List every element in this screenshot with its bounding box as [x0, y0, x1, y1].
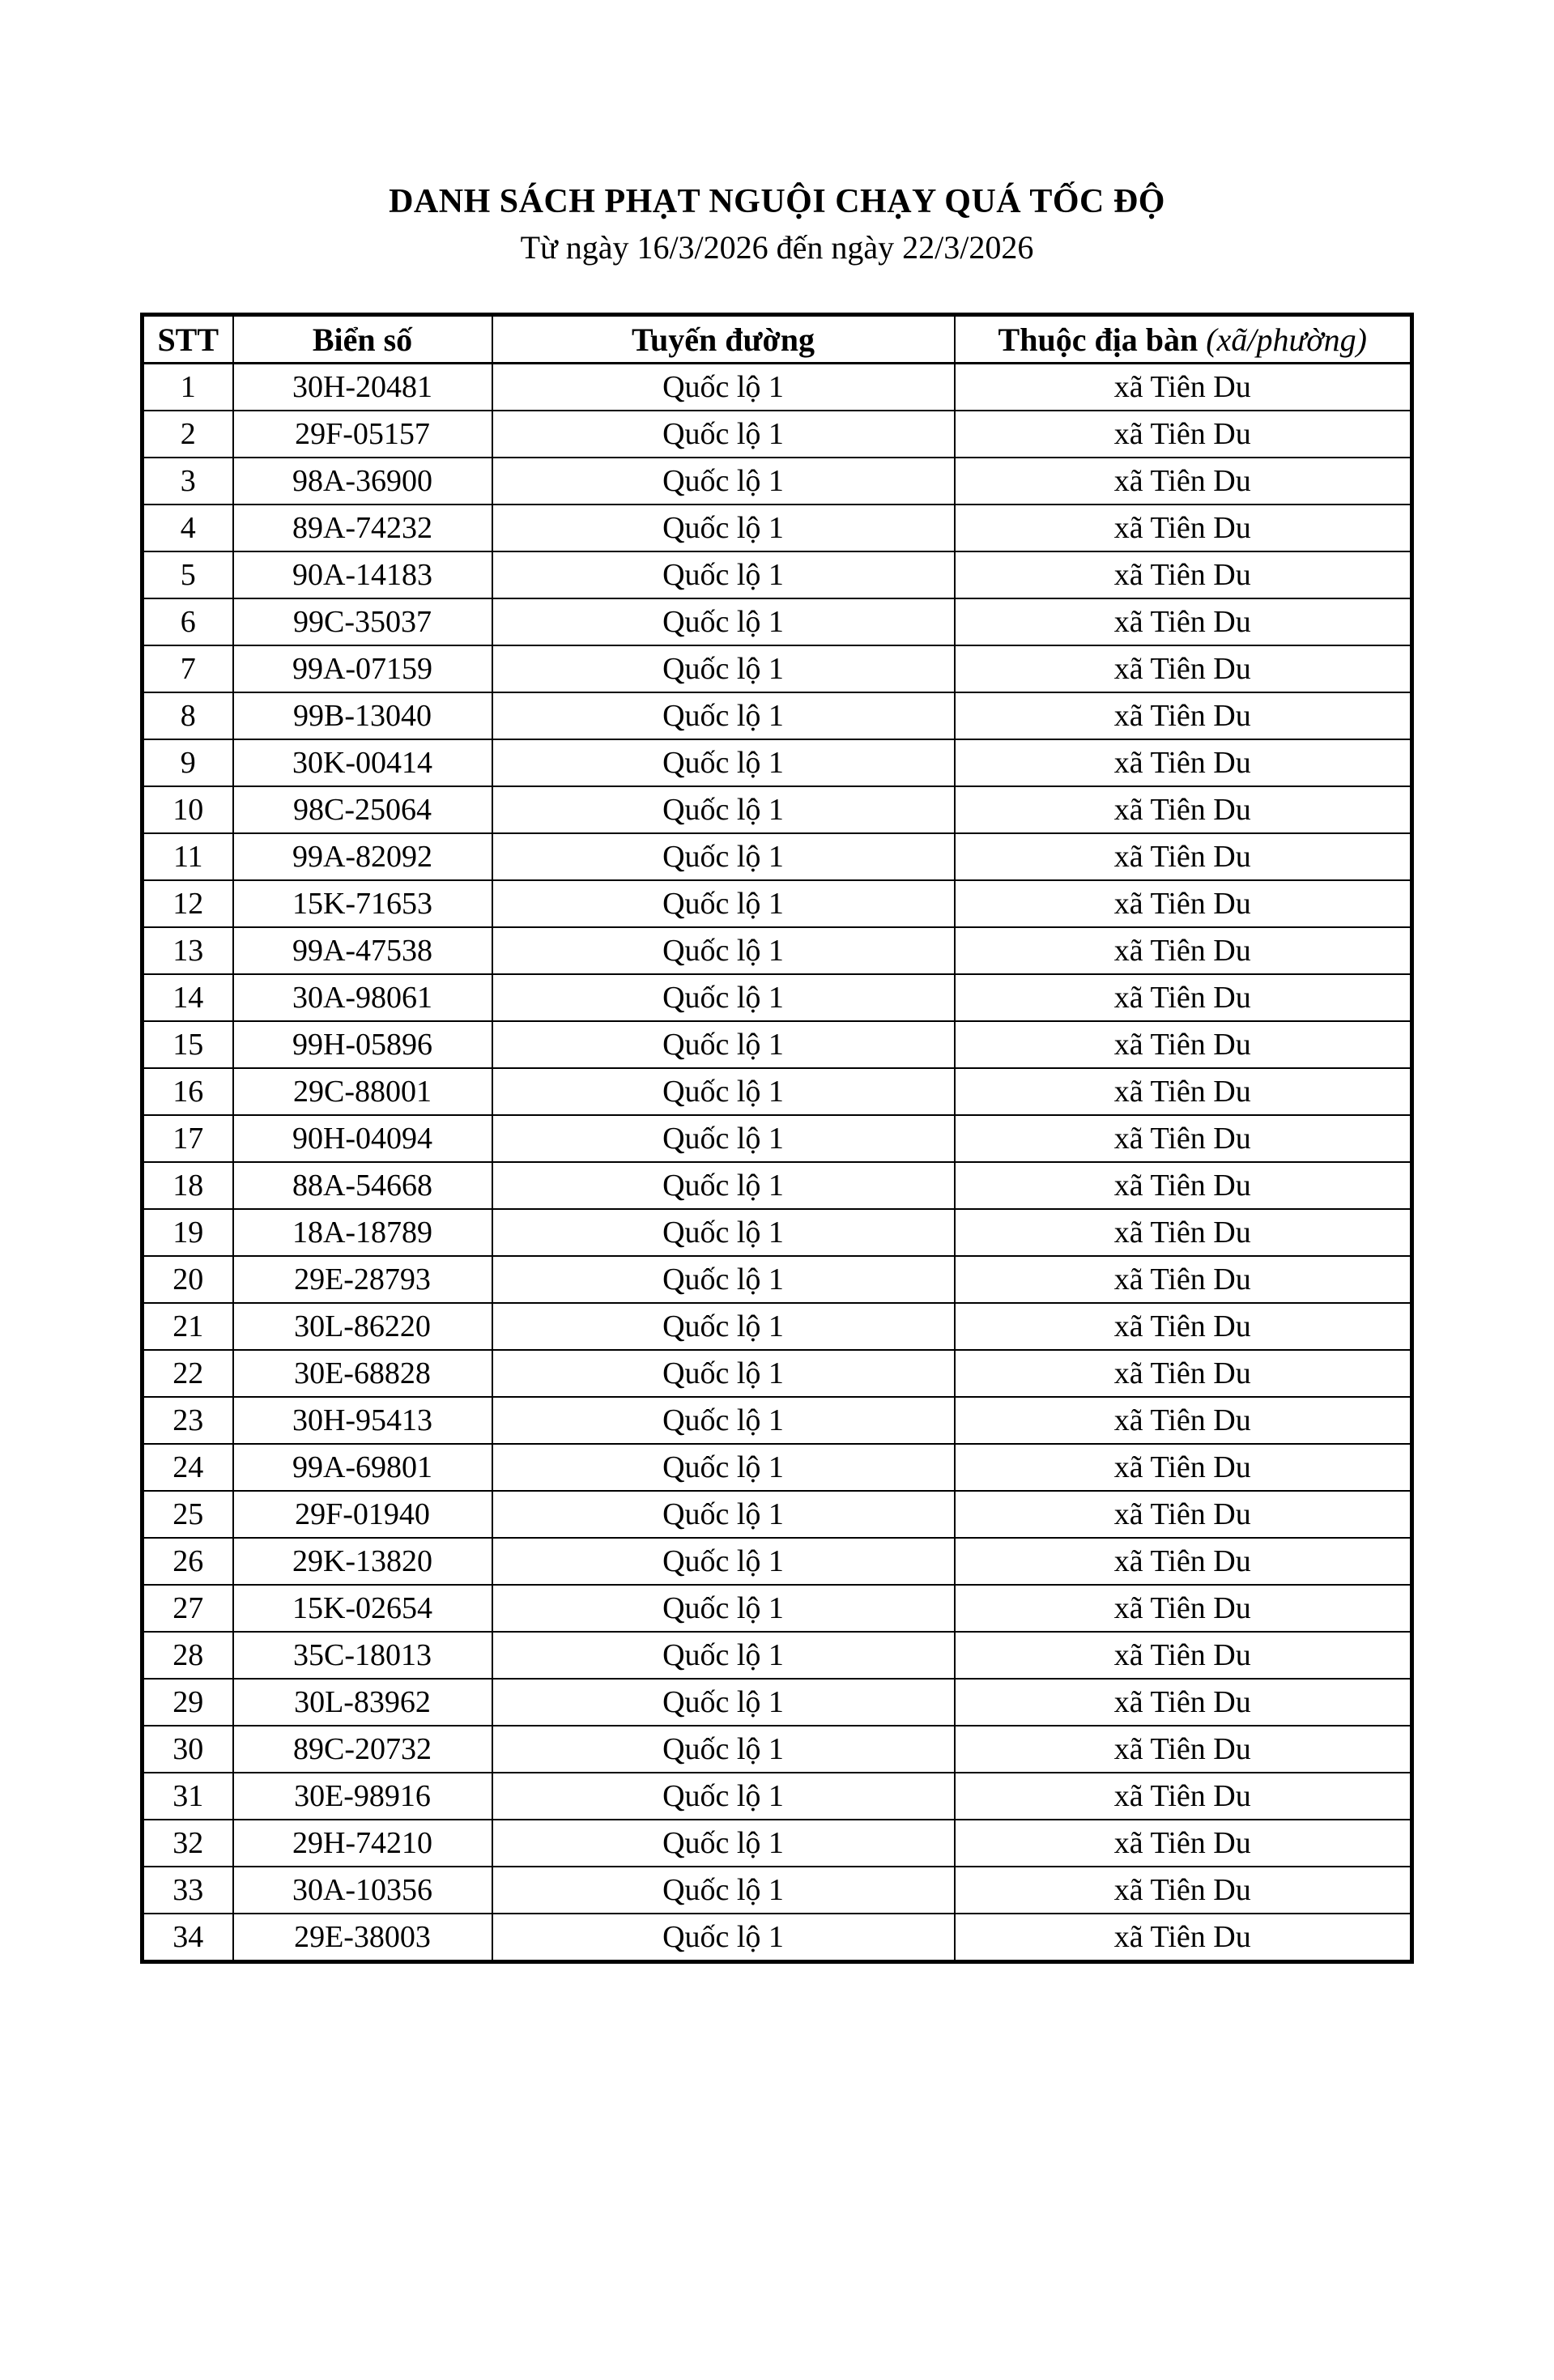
table-row — [143, 1867, 1412, 1914]
cell-stt: 18 — [143, 1162, 233, 1209]
cell-route: Quốc lộ 1 — [492, 1021, 955, 1068]
header-row — [143, 315, 1412, 364]
cell-stt: 17 — [143, 1115, 233, 1162]
table-row — [143, 1914, 1412, 1962]
cell-route: Quốc lộ 1 — [492, 1773, 955, 1820]
cell-area: xã Tiên Du — [955, 974, 1412, 1021]
cell-area: xã Tiên Du — [955, 880, 1412, 927]
table-row — [143, 1115, 1412, 1162]
cell-plate: 30H-20481 — [233, 364, 492, 411]
cell-plate: 30K-00414 — [233, 739, 492, 786]
cell-route: Quốc lộ 1 — [492, 1867, 955, 1914]
cell-plate: 89A-74232 — [233, 505, 492, 551]
cell-area: xã Tiên Du — [955, 1162, 1412, 1209]
cell-route: Quốc lộ 1 — [492, 1397, 955, 1444]
cell-area: xã Tiên Du — [955, 1585, 1412, 1632]
page-title: DANH SÁCH PHẠT NGUỘI CHẠY QUÁ TỐC ĐỘ — [389, 183, 1165, 220]
table-row — [143, 1679, 1412, 1726]
table-header — [143, 315, 1412, 364]
table-row — [143, 927, 1412, 974]
table-row — [143, 1491, 1412, 1538]
table-row — [143, 598, 1412, 645]
cell-plate: 18A-18789 — [233, 1209, 492, 1256]
table-row — [143, 505, 1412, 551]
cell-plate: 99A-69801 — [233, 1444, 492, 1491]
cell-area: xã Tiên Du — [955, 364, 1412, 411]
cell-plate: 30H-95413 — [233, 1397, 492, 1444]
cell-stt: 23 — [143, 1397, 233, 1444]
cell-stt: 7 — [143, 645, 233, 692]
cell-stt: 12 — [143, 880, 233, 927]
cell-area: xã Tiên Du — [955, 411, 1412, 458]
cell-stt: 16 — [143, 1068, 233, 1115]
cell-area: xã Tiên Du — [955, 458, 1412, 505]
table-row — [143, 1021, 1412, 1068]
cell-stt: 9 — [143, 739, 233, 786]
cell-plate: 15K-02654 — [233, 1585, 492, 1632]
cell-route: Quốc lộ 1 — [492, 551, 955, 598]
cell-route: Quốc lộ 1 — [492, 1632, 955, 1679]
cell-area: xã Tiên Du — [955, 1209, 1412, 1256]
cell-plate: 29C-88001 — [233, 1068, 492, 1115]
cell-route: Quốc lộ 1 — [492, 1256, 955, 1303]
cell-plate: 30L-83962 — [233, 1679, 492, 1726]
cell-route: Quốc lộ 1 — [492, 364, 955, 411]
cell-stt: 15 — [143, 1021, 233, 1068]
fines-table — [140, 313, 1414, 1964]
table-row — [143, 645, 1412, 692]
table-row — [143, 551, 1412, 598]
cell-area: xã Tiên Du — [955, 645, 1412, 692]
cell-plate: 15K-71653 — [233, 880, 492, 927]
cell-area: xã Tiên Du — [955, 1350, 1412, 1397]
cell-stt: 33 — [143, 1867, 233, 1914]
cell-stt: 24 — [143, 1444, 233, 1491]
cell-stt: 25 — [143, 1491, 233, 1538]
table-row — [143, 1773, 1412, 1820]
cell-stt: 32 — [143, 1820, 233, 1867]
cell-route: Quốc lộ 1 — [492, 786, 955, 833]
cell-stt: 22 — [143, 1350, 233, 1397]
cell-plate: 98A-36900 — [233, 458, 492, 505]
table-row — [143, 1303, 1412, 1350]
cell-route: Quốc lộ 1 — [492, 1115, 955, 1162]
cell-area: xã Tiên Du — [955, 1867, 1412, 1914]
cell-plate: 99C-35037 — [233, 598, 492, 645]
cell-area: xã Tiên Du — [955, 598, 1412, 645]
cell-area: xã Tiên Du — [955, 505, 1412, 551]
cell-stt: 30 — [143, 1726, 233, 1773]
cell-route: Quốc lộ 1 — [492, 1068, 955, 1115]
header-area — [955, 315, 1412, 364]
cell-area: xã Tiên Du — [955, 1115, 1412, 1162]
table-row — [143, 1256, 1412, 1303]
cell-plate: 99A-07159 — [233, 645, 492, 692]
cell-plate: 99A-82092 — [233, 833, 492, 880]
cell-area: xã Tiên Du — [955, 1021, 1412, 1068]
cell-stt: 1 — [143, 364, 233, 411]
cell-route: Quốc lộ 1 — [492, 1444, 955, 1491]
cell-plate: 29H-74210 — [233, 1820, 492, 1867]
cell-plate: 35C-18013 — [233, 1632, 492, 1679]
header-area-note: (xã/phường) — [1206, 321, 1367, 358]
cell-area: xã Tiên Du — [955, 1491, 1412, 1538]
cell-stt: 3 — [143, 458, 233, 505]
cell-plate: 30A-98061 — [233, 974, 492, 1021]
cell-area: xã Tiên Du — [955, 1773, 1412, 1820]
cell-route: Quốc lộ 1 — [492, 1914, 955, 1962]
cell-stt: 14 — [143, 974, 233, 1021]
cell-plate: 90A-14183 — [233, 551, 492, 598]
cell-area: xã Tiên Du — [955, 1632, 1412, 1679]
table-row — [143, 1397, 1412, 1444]
cell-route: Quốc lộ 1 — [492, 739, 955, 786]
cell-route: Quốc lộ 1 — [492, 1491, 955, 1538]
cell-route: Quốc lộ 1 — [492, 1350, 955, 1397]
table-row — [143, 833, 1412, 880]
table-row — [143, 411, 1412, 458]
cell-area: xã Tiên Du — [955, 1538, 1412, 1585]
table-row — [143, 692, 1412, 739]
cell-route: Quốc lộ 1 — [492, 505, 955, 551]
table-body — [143, 364, 1412, 1962]
cell-route: Quốc lộ 1 — [492, 1162, 955, 1209]
cell-plate: 30A-10356 — [233, 1867, 492, 1914]
cell-route: Quốc lộ 1 — [492, 411, 955, 458]
cell-area: xã Tiên Du — [955, 692, 1412, 739]
cell-plate: 30E-68828 — [233, 1350, 492, 1397]
cell-route: Quốc lộ 1 — [492, 1585, 955, 1632]
cell-stt: 28 — [143, 1632, 233, 1679]
table-row — [143, 1209, 1412, 1256]
table-row — [143, 786, 1412, 833]
cell-plate: 89C-20732 — [233, 1726, 492, 1773]
cell-area: xã Tiên Du — [955, 551, 1412, 598]
cell-area: xã Tiên Du — [955, 786, 1412, 833]
table-row — [143, 1068, 1412, 1115]
cell-route: Quốc lộ 1 — [492, 1209, 955, 1256]
cell-stt: 21 — [143, 1303, 233, 1350]
table-row — [143, 974, 1412, 1021]
cell-route: Quốc lộ 1 — [492, 598, 955, 645]
cell-route: Quốc lộ 1 — [492, 833, 955, 880]
cell-plate: 29F-05157 — [233, 411, 492, 458]
table-row — [143, 739, 1412, 786]
cell-stt: 13 — [143, 927, 233, 974]
cell-stt: 5 — [143, 551, 233, 598]
header-area-label: Thuộc địa bàn — [998, 321, 1198, 358]
cell-plate: 99A-47538 — [233, 927, 492, 974]
cell-area: xã Tiên Du — [955, 1914, 1412, 1962]
cell-stt: 26 — [143, 1538, 233, 1585]
table-row — [143, 1820, 1412, 1867]
table-row — [143, 1585, 1412, 1632]
table-row — [143, 1726, 1412, 1773]
cell-route: Quốc lộ 1 — [492, 974, 955, 1021]
cell-area: xã Tiên Du — [955, 927, 1412, 974]
cell-stt: 4 — [143, 505, 233, 551]
cell-plate: 29E-28793 — [233, 1256, 492, 1303]
cell-plate: 99B-13040 — [233, 692, 492, 739]
table-row — [143, 1444, 1412, 1491]
cell-area: xã Tiên Du — [955, 833, 1412, 880]
table-row — [143, 458, 1412, 505]
cell-area: xã Tiên Du — [955, 1679, 1412, 1726]
cell-route: Quốc lộ 1 — [492, 645, 955, 692]
cell-area: xã Tiên Du — [955, 1068, 1412, 1115]
cell-route: Quốc lộ 1 — [492, 1538, 955, 1585]
cell-area: xã Tiên Du — [955, 1397, 1412, 1444]
cell-area: xã Tiên Du — [955, 739, 1412, 786]
cell-stt: 8 — [143, 692, 233, 739]
header-stt: STT — [143, 315, 233, 364]
table-row — [143, 1350, 1412, 1397]
cell-route: Quốc lộ 1 — [492, 1303, 955, 1350]
cell-stt: 19 — [143, 1209, 233, 1256]
cell-stt: 31 — [143, 1773, 233, 1820]
cell-route: Quốc lộ 1 — [492, 692, 955, 739]
cell-route: Quốc lộ 1 — [492, 1679, 955, 1726]
cell-plate: 88A-54668 — [233, 1162, 492, 1209]
table-row — [143, 364, 1412, 411]
cell-stt: 11 — [143, 833, 233, 880]
cell-route: Quốc lộ 1 — [492, 1820, 955, 1867]
cell-route: Quốc lộ 1 — [492, 927, 955, 974]
cell-stt: 20 — [143, 1256, 233, 1303]
page-subtitle: Từ ngày 16/3/2026 đến ngày 22/3/2026 — [520, 229, 1034, 266]
cell-plate: 30L-86220 — [233, 1303, 492, 1350]
cell-stt: 29 — [143, 1679, 233, 1726]
cell-plate: 29E-38003 — [233, 1914, 492, 1962]
cell-plate: 29F-01940 — [233, 1491, 492, 1538]
table-row — [143, 880, 1412, 927]
cell-area: xã Tiên Du — [955, 1256, 1412, 1303]
cell-area: xã Tiên Du — [955, 1820, 1412, 1867]
cell-plate: 30E-98916 — [233, 1773, 492, 1820]
cell-stt: 2 — [143, 411, 233, 458]
cell-plate: 98C-25064 — [233, 786, 492, 833]
cell-plate: 90H-04094 — [233, 1115, 492, 1162]
cell-plate: 29K-13820 — [233, 1538, 492, 1585]
cell-route: Quốc lộ 1 — [492, 880, 955, 927]
cell-stt: 34 — [143, 1914, 233, 1962]
table-row — [143, 1162, 1412, 1209]
cell-route: Quốc lộ 1 — [492, 458, 955, 505]
cell-route: Quốc lộ 1 — [492, 1726, 955, 1773]
cell-area: xã Tiên Du — [955, 1303, 1412, 1350]
cell-stt: 27 — [143, 1585, 233, 1632]
cell-stt: 10 — [143, 786, 233, 833]
header-route: Tuyến đường — [492, 315, 955, 364]
table-row — [143, 1538, 1412, 1585]
header-plate: Biển số — [233, 315, 492, 364]
table-row — [143, 1632, 1412, 1679]
cell-area: xã Tiên Du — [955, 1726, 1412, 1773]
cell-area: xã Tiên Du — [955, 1444, 1412, 1491]
cell-plate: 99H-05896 — [233, 1021, 492, 1068]
cell-stt: 6 — [143, 598, 233, 645]
